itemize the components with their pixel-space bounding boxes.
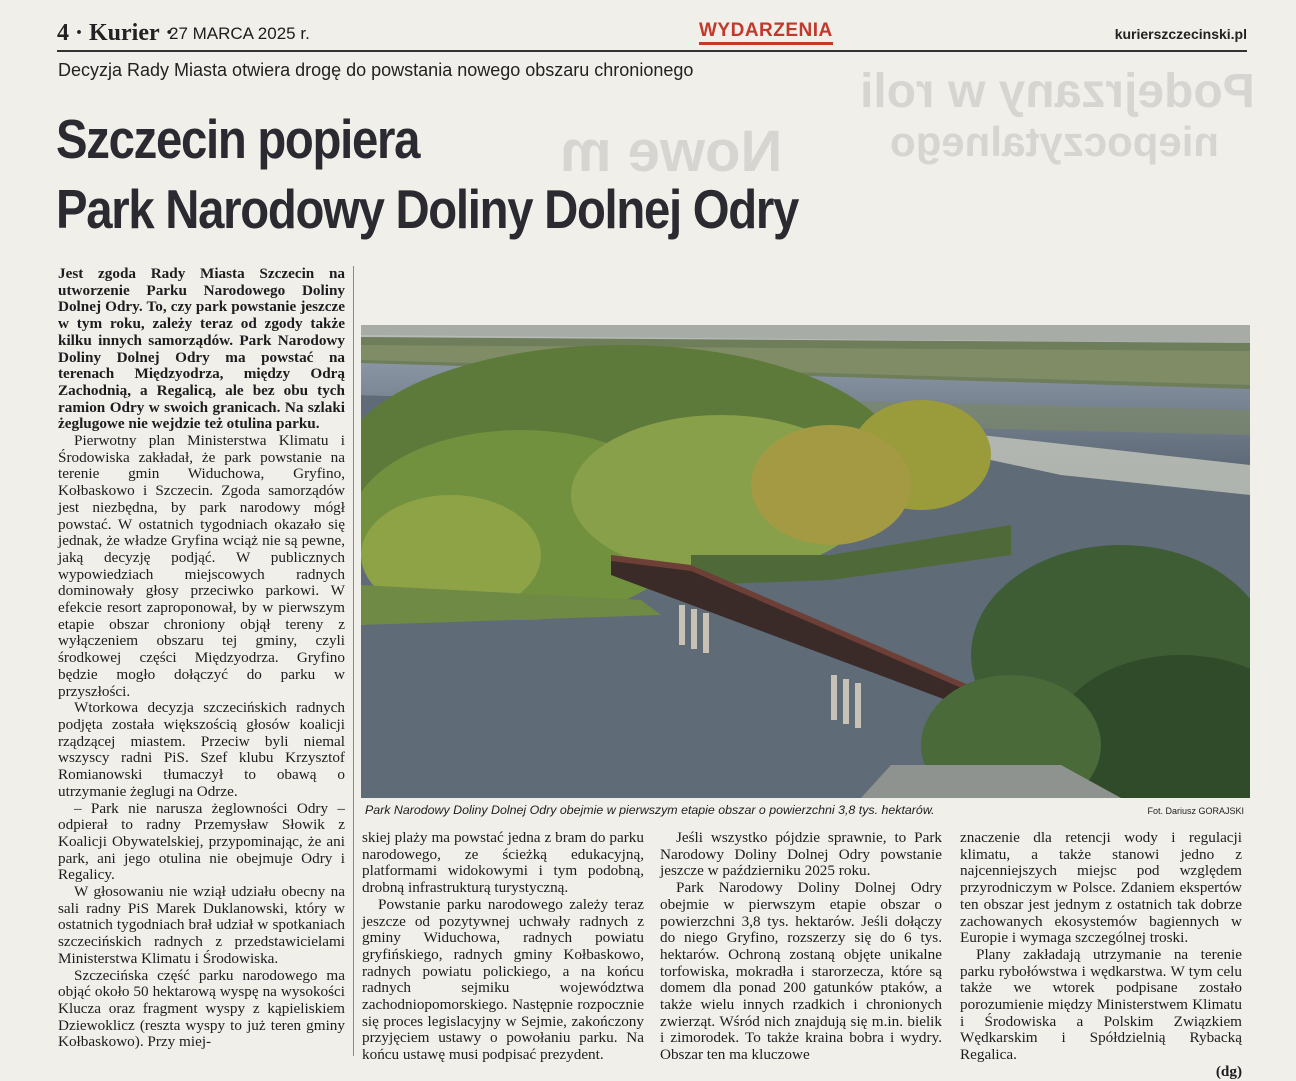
paragraph: skiej plaży ma powstać jedna z bram do parku narodowego, ze ścieżką edukacyjną, platformami widokowymi i tym podobną, drobną infrastrukturą turystyczną. <box>362 829 644 897</box>
article-kicker: Decyzja Rady Miasta otwiera drogę do powstania nowego obszaru chronionego <box>58 60 694 80</box>
paragraph: Pierwotny plan Ministerstwa Klimatu i Środowiska zakładał, że park powstanie na terenie gmin Widuchowa, Gryfino, Kołbaskowo i Szczecin. Zgoda samorządów jest niezbędna, by park narodowy mógł powstać. W ostatnich tygodniach okazało się jednak, że władze Gryfina wciąż nie są pewne, jaką decyzję podjąć. W publicznych wypowiedziach miejscowych radnych dominowały głosy przeciwko parkowi. W efekcie resort zaproponował, by w pierwszym etapie obszar chroniony objął tereny z wyłączeniem obszaru tej gminy, czyli środkowej części Międzyodrza. Gryfino będzie mogło dołączyć do parku w przyszłości. <box>58 432 345 700</box>
article-column-4 <box>960 830 1242 1081</box>
bleed-through-right-title-1: Podejrzany w roli <box>860 65 1255 118</box>
article-column-3 <box>660 830 942 1064</box>
paragraph: W głosowaniu nie wziął udziału obecny na sali radny PiS Marek Duklanowski, który w ostatnich tygodniach brał udział w spotkaniach szczecińskich radnych z przedstawicielami Ministerstwa Klimatu i Środowiska. <box>58 883 345 967</box>
issue-date: 27 MARCA 2025 r. <box>169 24 310 43</box>
page-number-label: 4 · Kurier · <box>57 20 174 46</box>
paragraph: Wtorkowa decyzja szczecińskich radnych podjęta została większością głosów koalicji rządzącej miastem. Przeciw byli niemal wszyscy radni PiS. Szef klubu Krzysztof Romianowski tłumaczył to obawą o utrzymanie żeglugi na Odrze. <box>58 699 345 800</box>
photo-credit: Fot. Dariusz GORAJSKI <box>1147 806 1244 816</box>
article-column-1 <box>58 266 345 1051</box>
paragraph: Szczecińska część parku narodowego ma objąć około 50 hektarową wyspę na wysokości Klucza oraz fragment wyspy z kąpieliskiem Dziewoklicz (reszta wyspy to już teren gminy Kołbaskowo). Przy miej- <box>58 966 345 1051</box>
website-url: kurierszczecinski.pl <box>1114 26 1247 42</box>
aerial-river-photo <box>361 325 1250 798</box>
paragraph: – Park nie narusza żeglowności Odry – odpierał to radny Przemysław Słowik z Koalicji Obywatelskiej, przypominając, że ani park, ani jego otulina nie obejmuje Odry i Regalicy. <box>58 799 345 884</box>
photo-caption: Park Narodowy Doliny Dolnej Odry obejmie w pierwszym etapie obszar o powierzchni 3,8 tys. hektarów. <box>365 803 935 817</box>
paragraph: Park Narodowy Doliny Dolnej Odry obejmie w pierwszym etapie obszar o powierzchni 3,8 tys. hektarów. Jeśli dołączy do niego Gryfino, rozszerzy się do 6 tys. hektarów. Ochroną zostaną objęte unikalne torfowiska, mokradła i starorzecza, które są domem dla ponad 200 gatunków ptaków, a także wielu innych rzadkich i chronionych zwierząt. Wśród nich znajdują się m.in. bielik i zimorodek. To także kraina bobra i wydry. Obszar ten ma kluczowe <box>660 879 942 1064</box>
section-name: WYDARZENIA <box>699 20 833 45</box>
article-lead: Jest zgoda Rady Miasta Szczecin na utworzenie Parku Narodowego Doliny Dolnej Odry. To, czy park powstanie jeszcze w tym roku, zależy teraz od zgody także kilku innych samorządów. Park Narodowy Doliny Dolnej Odry ma powstać na terenach Międzyodrza, między Odrą Zachodnią, a Regalicą, ale bez obu tych ramion Odry w swoich granicach. Na szlaki żeglugowe nie wejdzie też otulina parku. <box>58 265 345 433</box>
bleed-through-right-title-2: niepoczytalnego <box>890 118 1220 165</box>
page-header <box>57 18 1247 52</box>
bleed-through-left-title: Nowe m <box>560 119 783 184</box>
author-signature: (dg) <box>1215 1062 1242 1080</box>
headline-line-2: Park Narodowy Doliny Dolnej Odry <box>56 178 798 240</box>
paragraph: Jeśli wszystko pójdzie sprawnie, to Park Narodowy Doliny Dolnej Odry powstanie jeszcze w październiku 2025 roku. <box>660 829 942 880</box>
article-headline <box>56 104 1256 244</box>
headline-line-1: Szczecin popiera <box>56 108 420 170</box>
paragraph: Powstanie parku narodowego zależy teraz jeszcze od pozytywnej uchwały radnych z gminy Widuchowa, radnych powiatu gryfińskiego, radnych gminy Kołbaskowo, radnych powiatu polickiego, a na końcu radnych sejmiku województwa zachodniopomorskiego. Następnie rozpocznie się proces legislacyjny w Sejmie, zakończony przyjęciem ustawy o powołaniu parku. Na końcu ustawę musi podpisać prezydent. <box>362 895 644 1064</box>
paragraph: Plany zakładają utrzymanie na terenie parku rybołówstwa i wędkarstwa. W tym celu także we wtorek podpisane zostało porozumienie między Ministerstwem Klimatu i Środowiska a Polskim Związkiem Wędkarskim i Spółdzielnią Rybacką Regalica. <box>960 945 1242 1064</box>
article-column-2 <box>362 830 644 1064</box>
photo-illustration <box>361 325 1250 798</box>
paragraph: znaczenie dla retencji wody i regulacji klimatu, a także stanowi jedno z najcenniejszych miejsc pod względem przyrodniczym w Polsce. Zdaniem ekspertów ten obszar jest jednym z ostatnich tak dobrze zachowanych ekosystemów bagiennych w Europie i wymaga szczególnej troski. <box>960 829 1242 947</box>
column-rule <box>353 266 354 1056</box>
